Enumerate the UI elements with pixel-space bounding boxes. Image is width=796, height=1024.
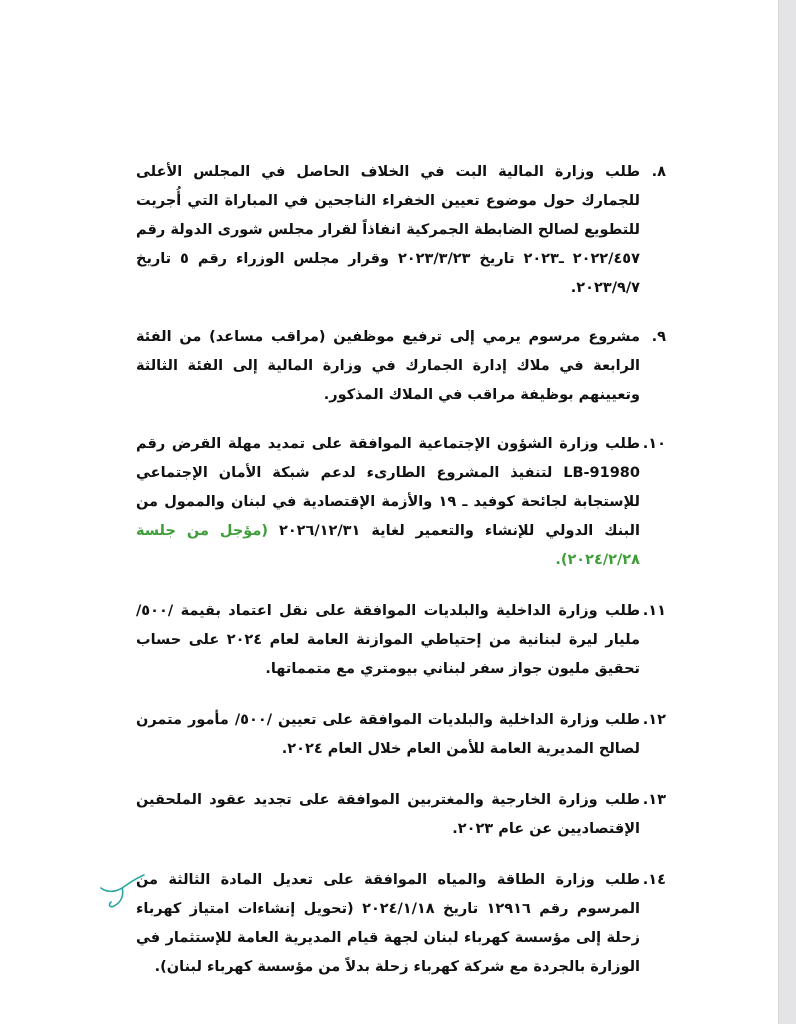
page-edge xyxy=(779,0,796,1024)
agenda-item-14 xyxy=(136,866,666,982)
item-text: طلب وزارة الطاقة والمياه الموافقة على تعديل المادة الثالثة من المرسوم رقم ١٢٩١٦ تاريخ ٢٠٢٤/١/١٨ (تحويل إنشاءات امتياز كهرباء زحلة إلى مؤسسة كهرباء لبنان لجهة قيام المديرية العامة للإستثمار في الوزارة بالجردة مع شركة كهرباء زحلة بدلاً من مؤسسة كهرباء لبنان). xyxy=(136,872,640,975)
handwritten-signature xyxy=(98,872,148,912)
agenda-item-13 xyxy=(136,786,666,844)
item-number: ١٤. xyxy=(642,872,666,888)
agenda-item-12 xyxy=(136,706,666,764)
postponed-note: (مؤجل من جلسة ٢٠٢٤/٢/٢٨). xyxy=(136,523,640,568)
agenda-item-10 xyxy=(136,430,666,575)
item-number: ١٣. xyxy=(642,792,666,808)
item-text: طلب وزارة الداخلية والبلديات الموافقة على تعيين /٥٠٠/ مأمور متمرن لصالح المديرية العامة للأمن العام خلال العام ٢٠٢٤. xyxy=(136,712,640,757)
item-text: مشروع مرسوم يرمي إلى ترفيع موظفين (مراقب مساعد) من الفئة الرابعة في ملاك إدارة الجمارك في وزارة المالية إلى الفئة الثالثة وتعيينهم بوظيفة مراقب في الملاك المذكور. xyxy=(136,329,640,403)
item-text: طلب وزارة الخارجية والمغتربين الموافقة على تجديد عقود الملحقين الإقتصاديين عن عام ٢٠٢٣. xyxy=(136,792,640,837)
item-text: طلب وزارة الشؤون الإجتماعية الموافقة على تمديد مهلة القرض رقم LB-91980 لتنفيذ المشروع الطارىء لدعم شبكة الأمان الإجتماعي للإستجابة لجائحة كوفيد ـ ١٩ والأزمة الإقتصادية في لبنان والممول من البنك الدولي للإنشاء والتعمير لغاية ٢٠٢٦/١٢/٣١ xyxy=(136,436,640,539)
item-number: ٨. xyxy=(651,164,666,180)
agenda-item-11 xyxy=(136,597,666,684)
item-number: ١٢. xyxy=(642,712,666,728)
item-text-wrapper xyxy=(136,430,640,575)
item-number: ٩. xyxy=(651,329,666,345)
item-text: طلب وزارة الداخلية والبلديات الموافقة على نقل اعتماد بقيمة /٥٠٠/ مليار ليرة لبنانية من إحتياطي الموازنة العامة لعام ٢٠٢٤ على حساب تحقيق مليون جواز سفر لبناني بيومتري مع متمماتها. xyxy=(136,603,640,677)
item-number: ١٠. xyxy=(642,436,666,452)
agenda-item-8 xyxy=(136,158,666,303)
agenda-list xyxy=(136,158,666,1006)
agenda-item-9 xyxy=(136,323,666,410)
item-number: ١١. xyxy=(642,603,666,619)
item-text: طلب وزارة المالية البت في الخلاف الحاصل في المجلس الأعلى للجمارك حول موضوع تعيين الخفراء الناجحين في المباراة التي أُجريت للتطويع لصالح الضابطة الجمركية انفاذاً لقرار مجلس شورى الدولة رقم ٢٠٢٢/٤٥٧ ـ٢٠٢٣ تاريخ ٢٠٢٣/٣/٢٣ وقرار مجلس الوزراء رقم ٥ تاريخ ٢٠٢٣/٩/٧. xyxy=(136,164,640,296)
